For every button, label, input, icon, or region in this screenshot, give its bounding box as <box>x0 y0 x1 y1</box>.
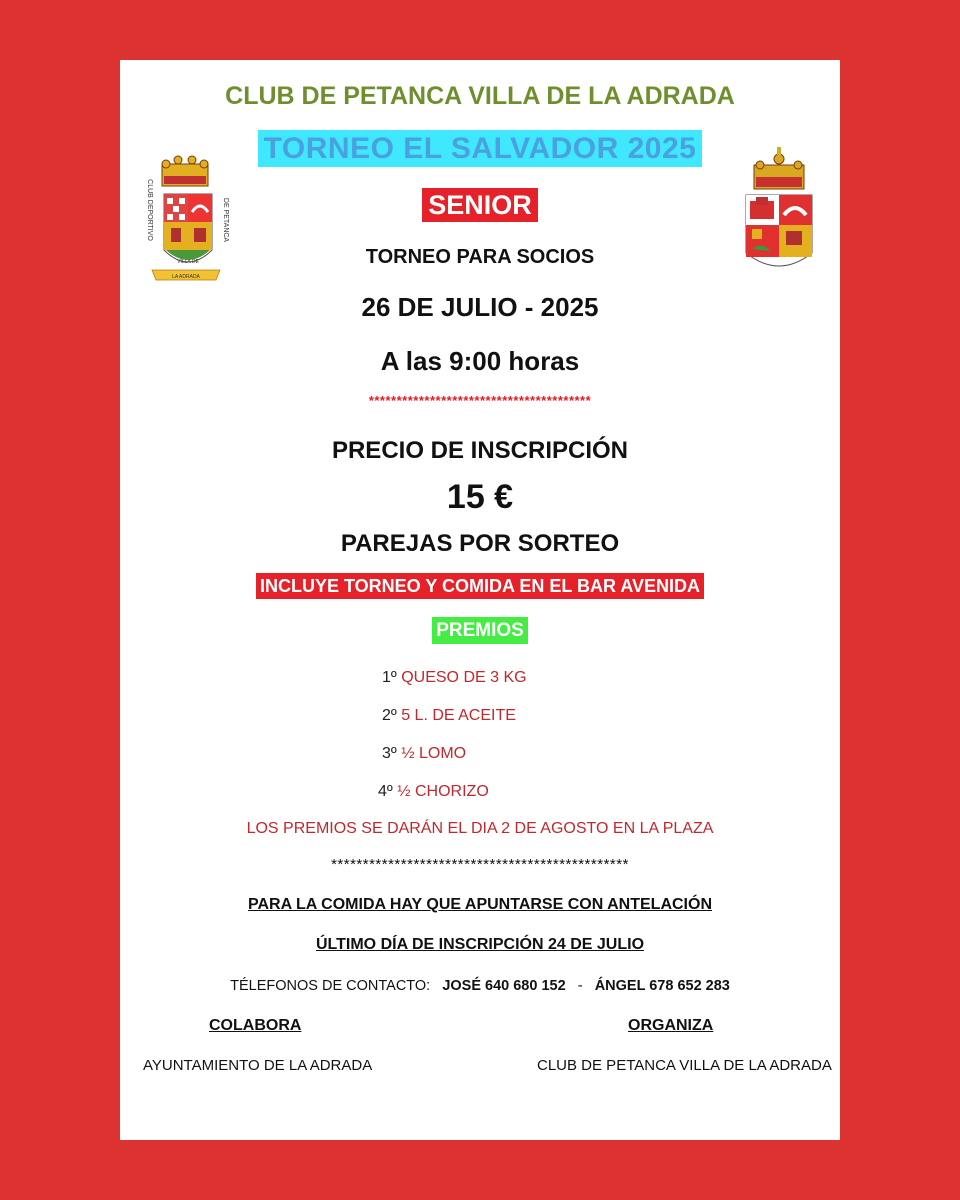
organizes-label: ORGANIZA <box>628 1017 714 1034</box>
collaborates-name: AYUNTAMIENTO DE LA ADRADA <box>143 1057 373 1074</box>
price-value: 15 € <box>446 478 514 516</box>
emblem-arc-left-text: CLUB DEPORTIVO <box>146 179 153 241</box>
organizes-name: CLUB DE PETANCA VILLA DE LA ADRADA <box>537 1057 832 1074</box>
price-label: PRECIO DE INSCRIPCIÓN <box>331 437 629 464</box>
category-badge: SENIOR <box>422 188 538 222</box>
prizes-title: PREMIOS <box>432 617 528 644</box>
club-title: CLUB DE PETANCA VILLA DE LA ADRADA <box>225 82 735 110</box>
prize-place: 2º <box>382 707 397 724</box>
event-time: A las 9:00 horas <box>380 346 580 376</box>
prize-item <box>382 669 527 687</box>
prize-place: 1º <box>382 669 397 686</box>
poster <box>120 60 840 1140</box>
prize-delivery-note: LOS PREMIOS SE DARÁN EL DIA 2 DE AGOSTO EN LA PLAZA <box>246 820 714 837</box>
contact-person-1: JOSÉ 640 680 152 <box>442 978 566 994</box>
emblem-base-small-text: VILLA DE <box>177 259 199 265</box>
prize-item <box>382 707 516 725</box>
contact-label: TÉLEFONOS DE CONTACTO: <box>230 978 431 994</box>
emblem-base-ribbon-text: LA ADRADA <box>172 274 200 280</box>
red-star-separator: **************************************** <box>368 393 592 408</box>
contact-separator: - <box>577 978 583 994</box>
deadline-note: ÚLTIMO DÍA DE INSCRIPCIÓN 24 DE JULIO <box>315 936 645 953</box>
prize-item <box>382 745 466 763</box>
prize-item <box>378 783 489 801</box>
prize-place: 4º <box>378 783 393 800</box>
emblem-arc-right-text: DE PETANCA <box>222 197 229 243</box>
contact-line <box>120 978 840 994</box>
prize-place: 3º <box>382 745 397 762</box>
includes-banner: INCLUYE TORNEO Y COMIDA EN EL BAR AVENIDA <box>256 573 704 599</box>
collaborates-label: COLABORA <box>209 1017 302 1034</box>
event-date: 26 DE JULIO - 2025 <box>361 292 599 322</box>
black-star-separator: *********************************************** <box>331 856 629 873</box>
audience-text: TORNEO PARA SOCIOS <box>365 246 595 268</box>
prize-desc: QUESO DE 3 KG <box>401 669 527 686</box>
pairs-text: PAREJAS POR SORTEO <box>340 530 620 557</box>
contact-person-2: ÁNGEL 678 652 283 <box>594 978 730 994</box>
tournament-title: TORNEO EL SALVADOR 2025 <box>258 130 703 167</box>
prize-desc: 5 L. DE ACEITE <box>401 707 516 724</box>
prize-desc: ½ CHORIZO <box>397 783 489 800</box>
prize-desc: ½ LOMO <box>401 745 467 762</box>
meal-note: PARA LA COMIDA HAY QUE APUNTARSE CON ANTELACIÓN <box>247 896 712 913</box>
